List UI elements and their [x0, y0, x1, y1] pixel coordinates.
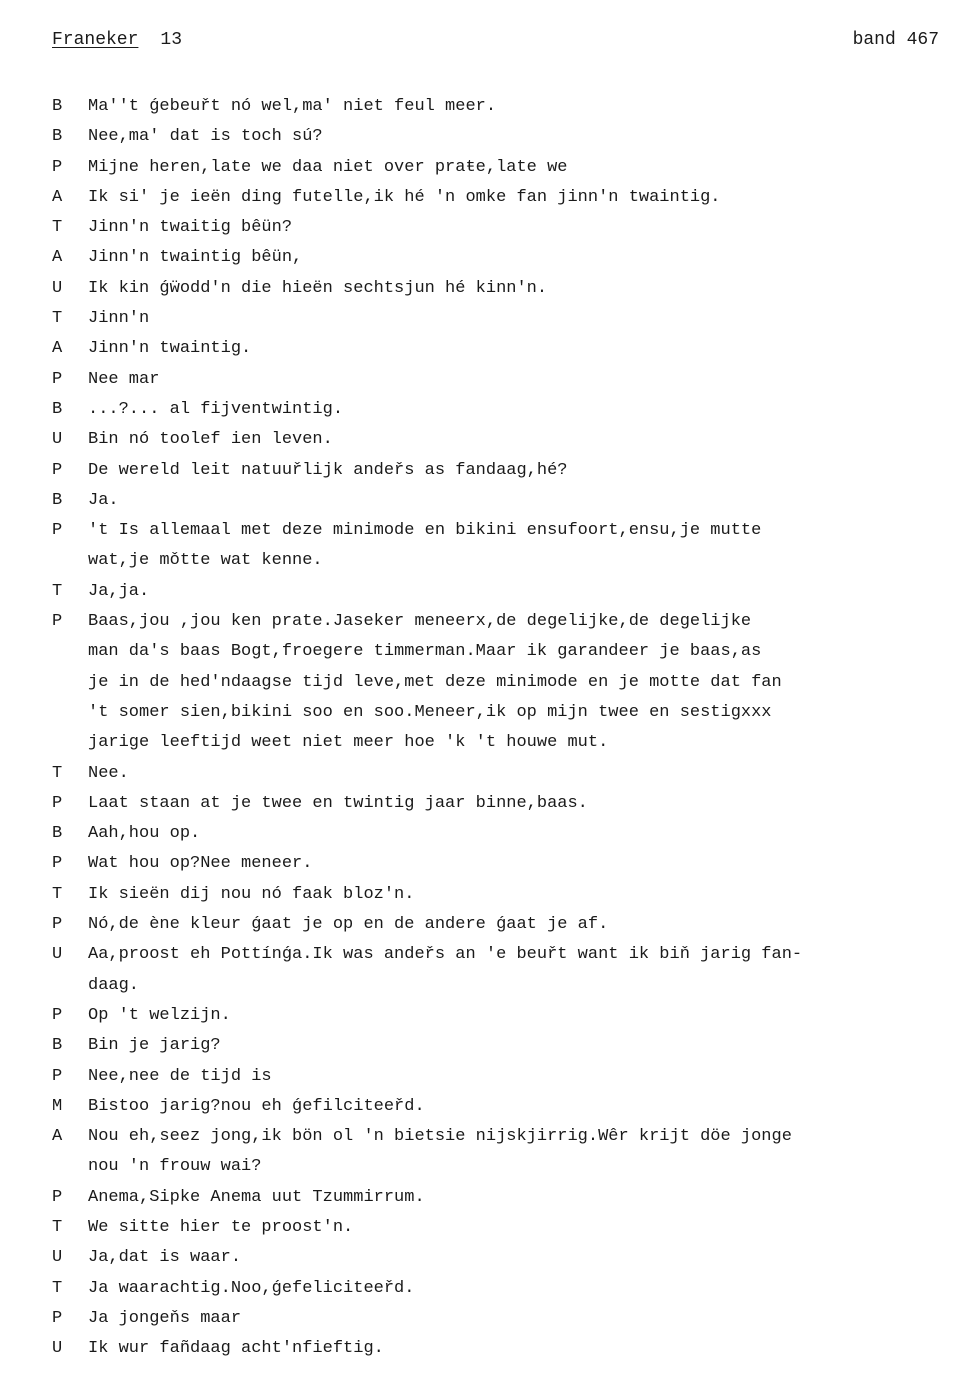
speaker-code: T — [52, 309, 63, 329]
utterance-text: wat,je mǒtte wat kenne. — [88, 551, 323, 571]
utterance-text: daag. — [88, 975, 140, 995]
speaker-code: T — [52, 581, 63, 601]
transcript-line — [52, 1092, 952, 1122]
transcript-line — [52, 1062, 952, 1092]
band-label: band 467 — [852, 30, 939, 50]
transcript-line — [52, 1183, 952, 1213]
transcript-line — [52, 1334, 952, 1364]
transcript-line — [52, 940, 952, 970]
utterance-text: Nó,de ène kleur ǵaat je op en de andere ǵaat je af. — [88, 915, 609, 935]
utterance-text: nou 'n frouw wai? — [88, 1157, 262, 1177]
speaker-code — [52, 1152, 88, 1182]
speaker-code: B — [52, 399, 63, 419]
transcript-line — [52, 213, 952, 243]
utterance-text: Ja,ja. — [88, 581, 150, 601]
utterance-text: Nee,nee de tijd is — [88, 1066, 272, 1086]
speaker-code: U — [52, 1248, 63, 1268]
transcript-line — [52, 637, 952, 667]
speaker-code: U — [52, 1339, 63, 1359]
utterance-text: Ja,dat is waar. — [88, 1248, 242, 1268]
speaker-code: A — [52, 1127, 63, 1147]
utterance-text: Bistoo jarig?nou eh ǵefilciteeřd. — [88, 1096, 425, 1116]
transcript-line — [52, 183, 952, 213]
speaker-code: P — [52, 1005, 63, 1025]
utterance-text: Ja. — [88, 490, 119, 510]
transcript-line — [52, 546, 952, 576]
utterance-text: Jinn'n twaintig. — [88, 339, 252, 359]
speaker-code: P — [52, 157, 63, 177]
place-name: Franeker — [52, 30, 139, 50]
transcript-line — [52, 607, 952, 637]
speaker-code: P — [52, 915, 63, 935]
utterance-text: Bin nó toolef ien leven. — [88, 430, 333, 450]
transcript-line — [52, 880, 952, 910]
speaker-code: U — [52, 430, 63, 450]
transcript-line — [52, 92, 952, 122]
transcript-line — [52, 365, 952, 395]
utterance-text: Nee,ma' dat is toch sú? — [88, 127, 323, 147]
transcript-line — [52, 577, 952, 607]
utterance-text: Baas,jou ,jou ken prate.Jaseker meneerx,de degelijke,de degelijke — [88, 612, 752, 632]
speaker-code: P — [52, 521, 63, 541]
utterance-text: Ma''t ǵebeuřt nó wel,ma' niet feul meer. — [88, 97, 497, 116]
speaker-code: P — [52, 793, 63, 813]
utterance-text: Ja waarachtig.Noo,ǵefeliciteeřd. — [88, 1278, 415, 1298]
speaker-code: P — [52, 369, 63, 389]
transcript-line — [52, 516, 952, 546]
transcript-line — [52, 1304, 952, 1334]
speaker-code: B — [52, 824, 63, 844]
transcript-line — [52, 274, 952, 304]
speaker-code: P — [52, 1308, 63, 1328]
utterance-text: Ik wur fañdaag acht'nfieftig. — [88, 1339, 384, 1359]
speaker-code: P — [52, 1187, 63, 1207]
transcript-line — [52, 456, 952, 486]
utterance-text: Bin je jarig? — [88, 1036, 221, 1056]
speaker-code: U — [52, 945, 63, 965]
transcript-line — [52, 425, 952, 455]
utterance-text: Jinn'n — [88, 309, 150, 329]
transcript-line — [52, 910, 952, 940]
utterance-text: ...?... al fijventwintig. — [88, 399, 344, 419]
transcript-line — [52, 243, 952, 273]
transcript-line — [52, 728, 952, 758]
transcript-line — [52, 698, 952, 728]
utterance-text: 't somer sien,bikini soo en soo.Meneer,ik op mijn twee en sestigxxx — [88, 702, 772, 722]
transcript — [52, 92, 952, 1364]
utterance-text: We sitte hier te proost'n. — [88, 1217, 354, 1237]
transcript-line — [52, 759, 952, 789]
utterance-text: Nee mar — [88, 369, 160, 389]
utterance-text: Aa,proost eh Pottínǵa.Ik was andeřs an 'e beuřt want ik biň jarig fan- — [88, 945, 803, 965]
utterance-text: Aah,hou op. — [88, 824, 201, 844]
transcript-line — [52, 395, 952, 425]
speaker-code: T — [52, 218, 63, 238]
transcript-line — [52, 486, 952, 516]
utterance-text: De wereld leit natuuřlijk andeřs as fandaag,hé? — [88, 460, 568, 480]
utterance-text: Op 't welzijn. — [88, 1005, 231, 1025]
transcript-line — [52, 153, 952, 183]
speaker-code — [52, 698, 88, 728]
speaker-code: M — [52, 1096, 63, 1116]
transcript-line — [52, 122, 952, 152]
speaker-code: P — [52, 1066, 63, 1086]
page-number: 13 — [160, 30, 183, 50]
speaker-code: T — [52, 884, 63, 904]
utterance-text: Ik sieën dij nou nó faak bloz'n. — [88, 884, 415, 904]
header-left — [52, 30, 182, 50]
transcript-line — [52, 971, 952, 1001]
speaker-code: B — [52, 1036, 63, 1056]
utterance-text: Wat hou op?Nee meneer. — [88, 854, 313, 874]
utterance-text: Laat staan at je twee en twintig jaar binne,baas. — [88, 793, 588, 813]
utterance-text: Ja jongeňs maar — [88, 1308, 242, 1328]
transcript-line — [52, 1274, 952, 1304]
utterance-text: Nou eh,seez jong,ik bön ol 'n bietsie nijskjirrig.Wêr krijt döe jonge — [88, 1127, 792, 1147]
utterance-text: Ik si' je ieën ding futelle,ik hé 'n omke fan jinn'n twaintig. — [88, 187, 721, 207]
utterance-text: man da's baas Bogt,froegere timmerman.Maar ik garandeer je baas,as — [88, 642, 762, 662]
utterance-text: Nee. — [88, 763, 129, 783]
transcript-line — [52, 1243, 952, 1273]
speaker-code: A — [52, 339, 63, 359]
transcript-line — [52, 1001, 952, 1031]
transcript-line — [52, 1122, 952, 1152]
utterance-text: Jinn'n twaintig bêün, — [88, 248, 303, 268]
page-header — [52, 30, 939, 56]
speaker-code: P — [52, 612, 63, 632]
speaker-code — [52, 637, 88, 667]
speaker-code: T — [52, 1217, 63, 1237]
speaker-code: B — [52, 97, 63, 116]
speaker-code — [52, 728, 88, 758]
utterance-text: 't Is allemaal met deze minimode en bikini ensufoort,ensu,je mutte — [88, 521, 762, 541]
utterance-text: Anema,Sipke Anema uut Tzummirrum. — [88, 1187, 425, 1207]
transcript-line — [52, 1031, 952, 1061]
speaker-code: B — [52, 490, 63, 510]
transcript-line — [52, 334, 952, 364]
transcript-line — [52, 304, 952, 334]
utterance-text: Jinn'n twaitig bêün? — [88, 218, 293, 238]
transcript-line — [52, 668, 952, 698]
utterance-text: jarige leeftijd weet niet meer hoe 'k 't houwe mut. — [88, 733, 609, 753]
speaker-code — [52, 971, 88, 1001]
utterance-text: je in de hed'ndaagse tijd leve,met deze minimode en je motte dat fan — [88, 672, 782, 692]
transcript-line — [52, 819, 952, 849]
speaker-code: T — [52, 763, 63, 783]
speaker-code: B — [52, 127, 63, 147]
speaker-code: U — [52, 278, 63, 298]
speaker-code: T — [52, 1278, 63, 1298]
speaker-code: A — [52, 187, 63, 207]
speaker-code: A — [52, 248, 63, 268]
speaker-code — [52, 546, 88, 576]
transcript-line — [52, 1213, 952, 1243]
transcript-line — [52, 789, 952, 819]
speaker-code — [52, 668, 88, 698]
utterance-text: Mijne heren,late we daa niet over praŧe,late we — [88, 157, 568, 177]
transcript-line — [52, 1152, 952, 1182]
transcript-line — [52, 849, 952, 879]
speaker-code: P — [52, 460, 63, 480]
utterance-text: Ik kin ǵẅodd'n die hieën sechtsjun hé kinn'n. — [88, 278, 548, 298]
speaker-code: P — [52, 854, 63, 874]
